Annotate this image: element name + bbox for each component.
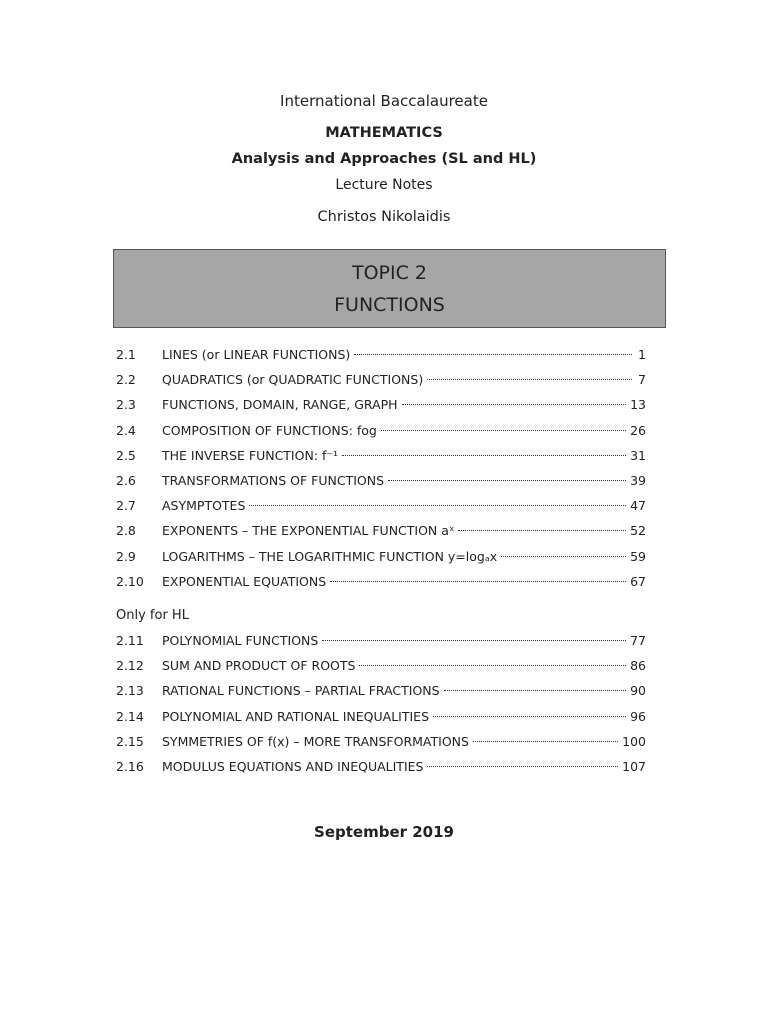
toc-entry-number: 2.15 (116, 733, 144, 749)
toc-entry-title: RATIONAL FUNCTIONS – PARTIAL FRACTIONS (162, 683, 440, 699)
toc-entry-title: QUADRATICS (or QUADRATIC FUNCTIONS) (162, 372, 424, 388)
toc-dot-leader (501, 556, 626, 557)
toc-entry-title: TRANSFORMATIONS OF FUNCTIONS (162, 472, 385, 488)
toc-entry-page: 59 (630, 548, 646, 564)
toc-dot-leader (388, 480, 626, 481)
toc-entry-title: POLYNOMIAL AND RATIONAL INEQUALITIES (162, 708, 430, 724)
toc-entry (116, 342, 646, 367)
toc-entry-number: 2.13 (116, 683, 144, 699)
toc-entry-title: COMPOSITION OF FUNCTIONS: fog (162, 422, 377, 438)
toc-entry (116, 569, 646, 594)
toc-entry (116, 754, 646, 779)
toc-entry-page: 86 (630, 658, 646, 674)
subject-title: MATHEMATICS (325, 125, 443, 141)
toc-entry-title: SYMMETRIES OF f(x) – MORE TRANSFORMATIONS (162, 733, 469, 749)
toc-entry-number: 2.10 (116, 573, 144, 589)
toc-entry-title: POLYNOMIAL FUNCTIONS (162, 633, 319, 648)
toc-entry-number: 2.9 (116, 548, 136, 564)
toc-entry-page: 107 (622, 758, 646, 774)
toc-entry-number: 2.14 (116, 708, 144, 724)
toc-entry (116, 678, 646, 703)
toc-entry-title: EXPONENTIAL EQUATIONS (162, 573, 327, 589)
toc-entry-page: 31 (630, 447, 646, 463)
toc-entry (116, 704, 646, 729)
toc-entry (116, 544, 646, 569)
toc-entry-number: 2.1 (116, 347, 136, 362)
toc-entry-title: LOGARITHMS – THE LOGARITHMIC FUNCTION y=logₐx (162, 548, 498, 564)
toc-dot-leader (433, 716, 626, 717)
toc-entry-number: 2.5 (116, 447, 136, 463)
topic-title: FUNCTIONS (334, 294, 445, 316)
institution-name: International Baccalaureate (280, 92, 488, 110)
toc-dot-leader (354, 354, 632, 355)
toc-entry (116, 628, 646, 653)
toc-entry-number: 2.8 (116, 523, 136, 539)
table-of-contents-hl (116, 628, 646, 779)
table-of-contents-main (116, 342, 646, 594)
toc-entry-page: 1 (638, 347, 646, 362)
toc-entry-title: LINES (or LINEAR FUNCTIONS) (162, 347, 351, 362)
toc-entry-title: THE INVERSE FUNCTION: f⁻¹ (162, 447, 339, 463)
toc-dot-leader (402, 404, 627, 405)
toc-entry-number: 2.7 (116, 498, 136, 514)
toc-entry-page: 96 (630, 708, 646, 724)
toc-dot-leader (381, 430, 626, 431)
toc-entry (116, 518, 646, 543)
toc-dot-leader (330, 581, 626, 582)
toc-entry-title: MODULUS EQUATIONS AND INEQUALITIES (162, 758, 424, 774)
toc-entry-page: 13 (630, 397, 646, 413)
toc-entry-number: 2.3 (116, 397, 136, 413)
toc-entry-page: 67 (630, 573, 646, 589)
topic-label: TOPIC 2 (351, 262, 428, 284)
toc-entry-title: EXPONENTS – THE EXPONENTIAL FUNCTION aˣ (162, 523, 455, 539)
toc-entry-page: 47 (630, 498, 646, 514)
document-header (0, 88, 768, 230)
toc-entry (116, 418, 646, 443)
toc-dot-leader (458, 530, 626, 531)
hl-section-label: Only for HL (116, 608, 189, 623)
toc-entry-number: 2.4 (116, 422, 136, 438)
toc-entry-number: 2.11 (116, 633, 144, 648)
document-kind: Lecture Notes (335, 177, 433, 193)
toc-entry-page: 90 (630, 683, 646, 699)
toc-entry (116, 392, 646, 417)
toc-entry-title: FUNCTIONS, DOMAIN, RANGE, GRAPH (162, 397, 398, 413)
toc-entry-page: 77 (630, 633, 646, 648)
toc-entry (116, 468, 646, 493)
toc-dot-leader (473, 741, 618, 742)
toc-dot-leader (322, 640, 626, 641)
toc-dot-leader (427, 379, 632, 380)
topic-banner (113, 249, 666, 328)
author-name: Christos Nikolaidis (317, 209, 451, 225)
toc-entry (116, 729, 646, 754)
toc-entry-page: 100 (622, 733, 646, 749)
toc-entry-page: 52 (630, 523, 646, 539)
toc-entry-number: 2.12 (116, 658, 144, 674)
toc-entry (116, 443, 646, 468)
toc-entry-page: 26 (630, 422, 646, 438)
course-title: Analysis and Approaches (SL and HL) (231, 151, 537, 167)
toc-dot-leader (249, 505, 626, 506)
toc-dot-leader (359, 665, 626, 666)
toc-dot-leader (427, 766, 618, 767)
toc-entry (116, 493, 646, 518)
toc-entry (116, 367, 646, 392)
toc-entry-title: SUM AND PRODUCT OF ROOTS (162, 658, 356, 674)
toc-dot-leader (444, 690, 627, 691)
toc-entry-number: 2.2 (116, 372, 136, 388)
publication-date: September 2019 (314, 823, 454, 841)
toc-entry-page: 7 (638, 372, 646, 388)
toc-entry-title: ASYMPTOTES (162, 498, 246, 514)
toc-entry-number: 2.16 (116, 758, 144, 774)
toc-entry (116, 653, 646, 678)
toc-entry-page: 39 (630, 472, 646, 488)
toc-entry-number: 2.6 (116, 472, 136, 488)
toc-dot-leader (342, 455, 626, 456)
